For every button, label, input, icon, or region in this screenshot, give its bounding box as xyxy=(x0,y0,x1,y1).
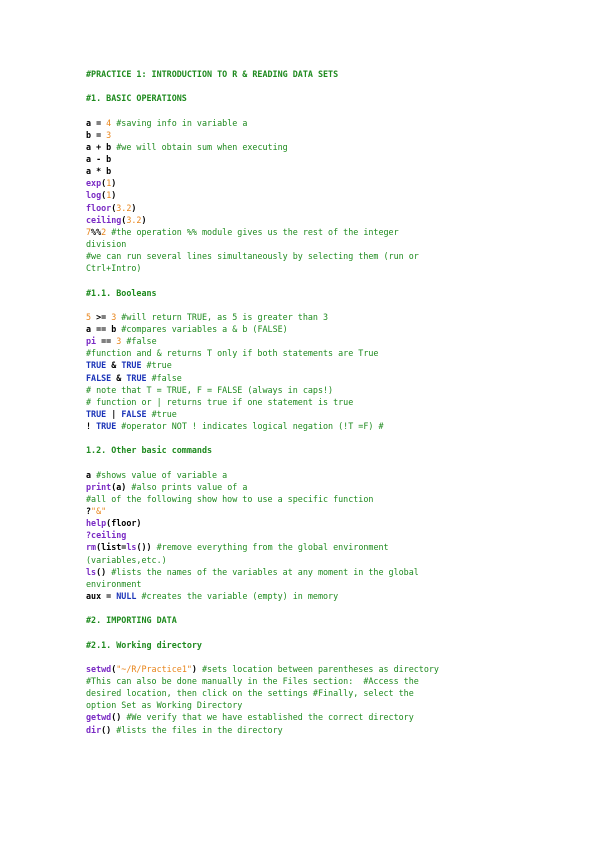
code-token: rm xyxy=(86,542,97,553)
code-token: 1.2. Other basic commands xyxy=(86,445,213,456)
code-token: #also prints value of a xyxy=(126,481,248,492)
code-token: # note that T = TRUE, F = FALSE (always in caps!) xyxy=(86,384,334,395)
code-line xyxy=(86,384,526,396)
code-token: #true xyxy=(146,408,177,419)
code-token: ( xyxy=(101,178,107,189)
code-line xyxy=(86,117,526,129)
code-token: #We verify that we have established the correct directory xyxy=(121,712,414,723)
code-token: environment xyxy=(86,578,142,589)
code-line xyxy=(86,469,526,481)
code-token: pi xyxy=(86,336,97,347)
code-token: #we will obtain sum when executing xyxy=(111,141,288,152)
blank-line xyxy=(86,457,526,469)
code-token: #true xyxy=(141,360,172,371)
code-line xyxy=(86,578,526,590)
code-line xyxy=(86,323,526,335)
code-line xyxy=(86,238,526,250)
code-token: #remove everything from the global environment xyxy=(151,542,389,553)
code-token: | xyxy=(106,408,122,419)
code-line xyxy=(86,214,526,226)
code-token: exp xyxy=(86,178,102,189)
code-token: (variables,etc.) xyxy=(86,554,167,565)
code-token: a == b xyxy=(86,323,117,334)
code-line xyxy=(86,359,526,371)
code-token: option Set as Working Directory xyxy=(86,700,243,711)
code-token: 7 xyxy=(86,226,92,237)
code-line xyxy=(86,396,526,408)
code-token: ! xyxy=(86,421,97,432)
code-token: ceiling xyxy=(86,214,122,225)
code-token: ?ceiling xyxy=(86,530,127,541)
code-token: 3 xyxy=(106,129,112,140)
code-line xyxy=(86,529,526,541)
code-line xyxy=(86,177,526,189)
blank-line xyxy=(86,651,526,663)
blank-line xyxy=(86,104,526,116)
blank-line xyxy=(86,602,526,614)
code-token: #2. IMPORTING DATA xyxy=(86,615,177,626)
code-token: #shows value of variable a xyxy=(91,469,228,480)
code-token: TRUE xyxy=(96,421,117,432)
code-line xyxy=(86,554,526,566)
code-line xyxy=(86,202,526,214)
code-line xyxy=(86,250,526,262)
code-token: 4 xyxy=(106,117,112,128)
code-token: (floor) xyxy=(106,518,142,529)
code-token: print xyxy=(86,481,112,492)
blank-line xyxy=(86,299,526,311)
code-token: ls xyxy=(86,566,97,577)
code-line xyxy=(86,687,526,699)
code-token: (a) xyxy=(111,481,127,492)
code-token: #lists the files in the directory xyxy=(111,724,283,735)
code-token: ) xyxy=(111,178,117,189)
code-line xyxy=(86,493,526,505)
blank-line xyxy=(86,274,526,286)
code-token: Ctrl+Intro) xyxy=(86,263,142,274)
code-token: #1.1. Booleans xyxy=(86,287,157,298)
code-token: #function and & returns T only if both statements are True xyxy=(86,348,379,359)
blank-line xyxy=(86,432,526,444)
code-token: 3 xyxy=(116,336,122,347)
code-token: #saving info in variable a xyxy=(111,117,248,128)
code-line xyxy=(86,541,526,553)
code-token: #operator NOT ! indicates logical negation (!T =F) # xyxy=(116,421,384,432)
code-token: ) xyxy=(131,202,137,213)
code-token: #false xyxy=(146,372,182,383)
code-line xyxy=(86,129,526,141)
code-token: ? xyxy=(86,506,92,517)
code-token: ) xyxy=(191,663,197,674)
code-line xyxy=(86,639,526,651)
code-line xyxy=(86,68,526,80)
code-token: ( xyxy=(111,202,117,213)
code-token: 1 xyxy=(106,178,112,189)
code-line xyxy=(86,724,526,736)
code-line xyxy=(86,505,526,517)
code-token: getwd xyxy=(86,712,112,723)
code-line xyxy=(86,92,526,104)
code-line xyxy=(86,481,526,493)
code-line xyxy=(86,141,526,153)
code-token: # function or | returns true if one statement is true xyxy=(86,396,354,407)
code-token: %% xyxy=(91,226,102,237)
code-token: & xyxy=(111,372,127,383)
code-line xyxy=(86,165,526,177)
code-token: a = xyxy=(86,117,107,128)
code-token: #PRACTICE 1: INTRODUCTION TO R & READING DATA SETS xyxy=(86,69,339,79)
code-token: #sets location between parentheses as directory xyxy=(196,663,439,674)
code-token: #compares variables a & b (FALSE) xyxy=(116,323,288,334)
code-line xyxy=(86,566,526,578)
code-token: ( xyxy=(111,663,117,674)
code-line xyxy=(86,420,526,432)
code-token: a xyxy=(86,469,92,480)
code-token: setwd xyxy=(86,663,112,674)
code-token: floor xyxy=(86,202,112,213)
code-token: a + b xyxy=(86,141,112,152)
code-token: #1. BASIC OPERATIONS xyxy=(86,93,187,104)
code-token: ( xyxy=(121,214,127,225)
code-token: #the operation %% module gives us the rest of the integer xyxy=(106,226,399,237)
code-line xyxy=(86,663,526,675)
code-line xyxy=(86,287,526,299)
code-line xyxy=(86,226,526,238)
code-token: help xyxy=(86,518,107,529)
code-token: ( xyxy=(101,190,107,201)
code-token: #lists the names of the variables at any moment in the global xyxy=(106,566,419,577)
code-token: #will return TRUE, as 5 is greater than 3 xyxy=(116,311,329,322)
code-token: NULL xyxy=(116,591,137,602)
code-token: == xyxy=(96,336,117,347)
code-token: #all of the following show how to use a specific function xyxy=(86,493,374,504)
code-token: ls xyxy=(126,542,137,553)
code-token: TRUE xyxy=(121,360,142,371)
code-token: 3.2 xyxy=(116,202,132,213)
code-token: FALSE xyxy=(121,408,147,419)
code-line xyxy=(86,372,526,384)
code-token: division xyxy=(86,238,127,249)
code-token: TRUE xyxy=(86,360,107,371)
code-token: "&" xyxy=(91,506,107,517)
code-line xyxy=(86,675,526,687)
blank-line xyxy=(86,626,526,638)
code-token: 2 xyxy=(101,226,107,237)
code-line xyxy=(86,153,526,165)
code-token: 1 xyxy=(106,190,112,201)
code-token: ) xyxy=(111,190,117,201)
code-token: () xyxy=(96,566,107,577)
code-token: ()) xyxy=(136,542,152,553)
code-token: 3 xyxy=(111,311,117,322)
code-token: b = xyxy=(86,129,107,140)
code-line xyxy=(86,444,526,456)
code-token: #This can also be done manually in the Files section: #Access the xyxy=(86,676,419,687)
code-token: >= xyxy=(91,311,112,322)
code-token: 5 xyxy=(86,311,92,322)
code-line xyxy=(86,189,526,201)
code-token: #creates the variable (empty) in memory xyxy=(136,591,339,602)
blank-line xyxy=(86,80,526,92)
code-token: #false xyxy=(121,336,157,347)
code-token: desired location, then click on the settings #Finally, select the xyxy=(86,688,414,699)
code-line xyxy=(86,699,526,711)
code-line xyxy=(86,711,526,723)
code-token: FALSE xyxy=(86,372,112,383)
code-listing xyxy=(86,68,526,736)
code-token: "~/R/Practice1" xyxy=(116,663,192,674)
code-token: a * b xyxy=(86,166,112,177)
code-token: 3.2 xyxy=(126,214,142,225)
code-token: ) xyxy=(141,214,147,225)
code-token: aux = xyxy=(86,591,117,602)
code-token: TRUE xyxy=(86,408,107,419)
code-token: log xyxy=(86,190,102,201)
code-line xyxy=(86,311,526,323)
code-line xyxy=(86,335,526,347)
code-token: (list= xyxy=(96,542,127,553)
code-token: TRUE xyxy=(126,372,147,383)
code-token: a - b xyxy=(86,153,112,164)
code-token: dir xyxy=(86,724,102,735)
code-line xyxy=(86,517,526,529)
code-token: #we can run several lines simultaneously by selecting them (run or xyxy=(86,251,419,262)
code-line xyxy=(86,347,526,359)
code-line xyxy=(86,590,526,602)
code-token: () xyxy=(101,724,112,735)
code-line xyxy=(86,262,526,274)
code-token: #2.1. Working directory xyxy=(86,639,202,650)
code-token: () xyxy=(111,712,122,723)
code-token: & xyxy=(106,360,122,371)
code-line xyxy=(86,408,526,420)
code-line xyxy=(86,614,526,626)
